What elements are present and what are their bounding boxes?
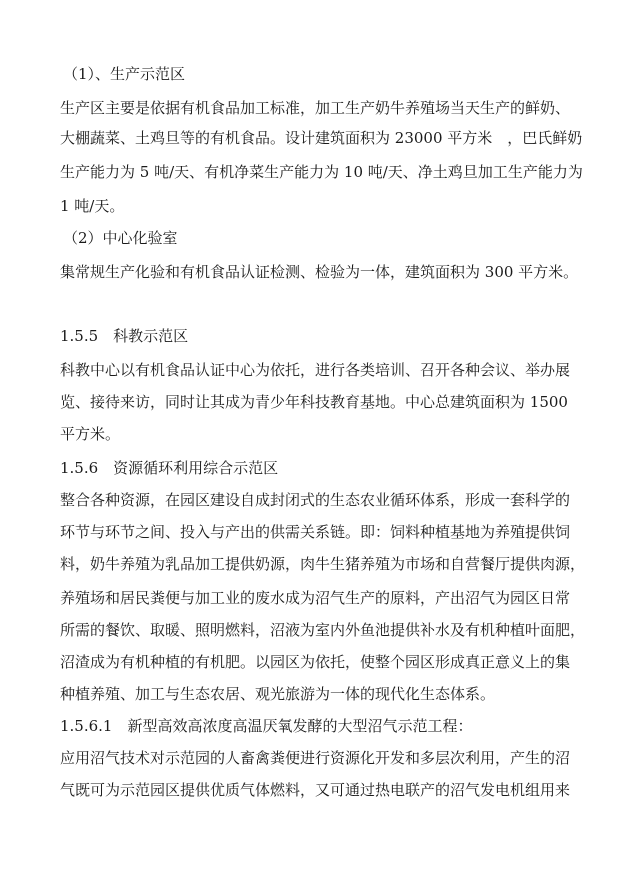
section-heading-production: （1）、生产示范区 xyxy=(63,65,186,83)
paragraph-line: 沼渣成为有机种植的有机肥。以园区为依托，使整个园区形成真正意义上的集 xyxy=(60,653,571,671)
paragraph-line: 平方米。 xyxy=(60,425,121,443)
section-heading-lab: （2）中心化验室 xyxy=(63,229,178,247)
paragraph-line: 种植养殖、加工与生态农居、观光旅游为一体的现代化生态体系。 xyxy=(60,685,496,703)
paragraph-line: 科教中心以有机食品认证中心为依托，进行各类培训、召开各种会议、举办展 xyxy=(60,361,571,379)
paragraph-line: 料，奶牛养殖为乳品加工提供奶源，肉牛生猪养殖为市场和自营餐厅提供肉源， xyxy=(60,555,586,573)
section-heading-1-5-6: 1.5.6 资源循环利用综合示范区 xyxy=(60,459,279,477)
paragraph-line: 生产区主要是依据有机食品加工标准，加工生产奶牛养殖场当天生产的鲜奶、 xyxy=(60,99,571,117)
paragraph-line: 养殖场和居民粪便与加工业的废水成为沼气生产的原料，产出沼气为园区日常 xyxy=(60,589,571,607)
paragraph-line: 生产能力为 5 吨/天、有机净菜生产能力为 10 吨/天、净土鸡旦加工生产能力为 xyxy=(60,163,583,181)
paragraph-line: 气既可为示范园区提供优质气体燃料，又可通过热电联产的沼气发电机组用来 xyxy=(60,781,571,799)
paragraph-line: 应用沼气技术对示范园的人畜禽粪便进行资源化开发和多层次利用，产生的沼 xyxy=(60,749,571,767)
paragraph-line: 整合各种资源，在园区建设自成封闭式的生态农业循环体系，形成一套科学的 xyxy=(60,491,571,509)
paragraph-line: 览、接待来访，同时让其成为青少年科技教育基地。中心总建筑面积为 1500 xyxy=(60,393,568,411)
paragraph-line: 环节与环节之间、投入与产出的供需关系链。即：饲料种植基地为养殖提供饲 xyxy=(60,523,571,541)
section-heading-1-5-5: 1.5.5 科教示范区 xyxy=(60,327,189,345)
paragraph-line: 大棚蔬菜、土鸡旦等的有机食品。设计建筑面积为 23000 平方米 ，巴氏鲜奶 xyxy=(60,129,583,147)
paragraph-line: 所需的餐饮、取暖、照明燃料，沼液为室内外鱼池提供补水及有机种植叶面肥， xyxy=(60,621,586,639)
section-heading-1-5-6-1: 1.5.6.1 新型高效高浓度高温厌氧发酵的大型沼气示范工程： xyxy=(60,717,473,735)
paragraph-line: 集常规生产化验和有机食品认证检测、检验为一体，建筑面积为 300 平方米。 xyxy=(60,263,579,281)
paragraph-line: 1 吨/天。 xyxy=(60,197,125,215)
